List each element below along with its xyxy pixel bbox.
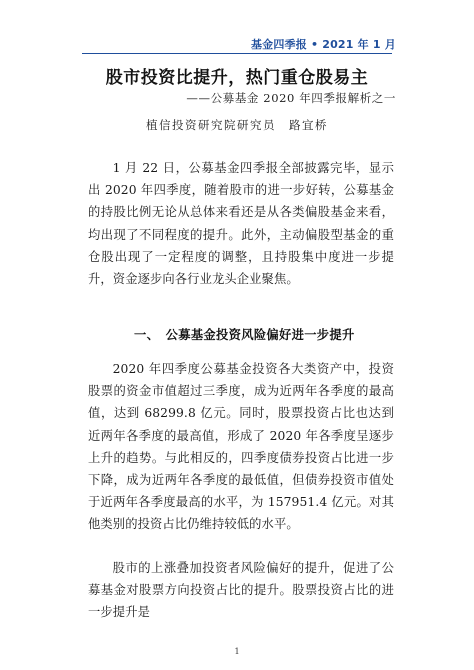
author-line: 植信投资研究院研究员 路宜桥 <box>146 118 328 132</box>
paragraph-asset-allocation: 2020 年四季度公募基金投资各大类资产中，投资股票的资金市值超过三季度，成为近两年各季度的最高值，达到 68299.8 亿元。同时，股票投资占比也达到近两年各季度的最高值，形成了 2020 年各季度呈逐步上升的趋势。与此相反的，四季度债券投资占比进一步下降，成为近两年各季度的最低值，但债券投资市值处于近两年各季度最高的水平，为 157951.4 亿元。对其他类别的投资占比仍维持较低的水平。 <box>88 362 394 532</box>
paragraph-intro: 1 月 22 日，公募基金四季报全部披露完毕，显示出 2020 年四季度，随着股市的进一步好转，公募基金的持股比例无论从总体来看还是从各类偏股基金来看，均出现了不同程度的提升。此外，主动偏股型基金的重仓股出现了一定程度的调整，且持股集中度进一步提升，资金逐步向各行业龙头企业聚焦。 <box>88 161 394 287</box>
document-subtitle: ——公募基金 2020 年四季报解析之一 <box>186 91 396 105</box>
header-rule <box>82 53 392 54</box>
section-heading-1: 一、 公募基金投资风险偏好进一步提升 <box>134 328 355 342</box>
document-title: 股市投资比提升，热门重仓股易主 <box>105 68 369 88</box>
paragraph-risk-appetite: 股市的上涨叠加投资者风险偏好的提升，促进了公募基金对股票方向投资占比的提升。股票投资占比的进一步提升是 <box>88 561 394 620</box>
page-number: 1 <box>234 647 240 656</box>
header-label: 基金四季报 • 2021 年 1 月 <box>250 38 396 51</box>
